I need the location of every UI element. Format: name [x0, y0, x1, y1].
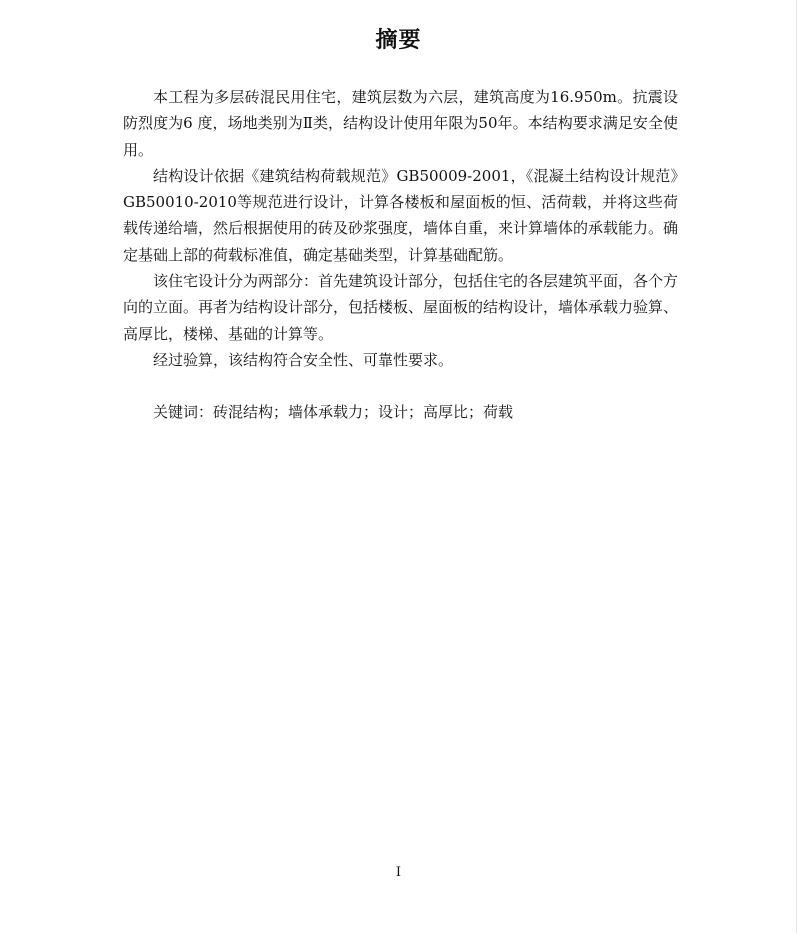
abstract-paragraph-1: 本工程为多层砖混民用住宅，建筑层数为六层，建筑高度为16.950m。抗震设防烈度为6 度，场地类别为Ⅱ类，结构设计使用年限为50年。本结构要求满足安全使用。 [123, 88, 678, 159]
abstract-title: 摘要 [375, 28, 422, 53]
abstract-paragraph-2: 结构设计依据《建筑结构荷载规范》GB50009-2001，《混凝土结构设计规范》GB50010-2010等规范进行设计，计算各楼板和屋面板的恒、活荷载，并将这些荷载传递给墙，然后根据使用的砖及砂浆强度，墙体自重，来计算墙体的承载能力。确定基础上部的荷载标准值，确定基础类型，计算基础配筋。 [123, 166, 679, 264]
abstract-body [123, 84, 678, 426]
page-number: I [395, 865, 402, 880]
abstract-paragraph-3: 该住宅设计分为两部分：首先建筑设计部分，包括住宅的各层建筑平面，各个方向的立面。再者为结构设计部分，包括楼板、屋面板的结构设计，墙体承载力验算、高厚比，楼梯、基础的计算等。 [123, 272, 679, 343]
keywords-line: 关键词：砖混结构；墙体承载力；设计；高厚比；荷载 [153, 403, 514, 422]
abstract-paragraph-4: 经过验算，该结构符合安全性、可靠性要求。 [153, 350, 454, 369]
